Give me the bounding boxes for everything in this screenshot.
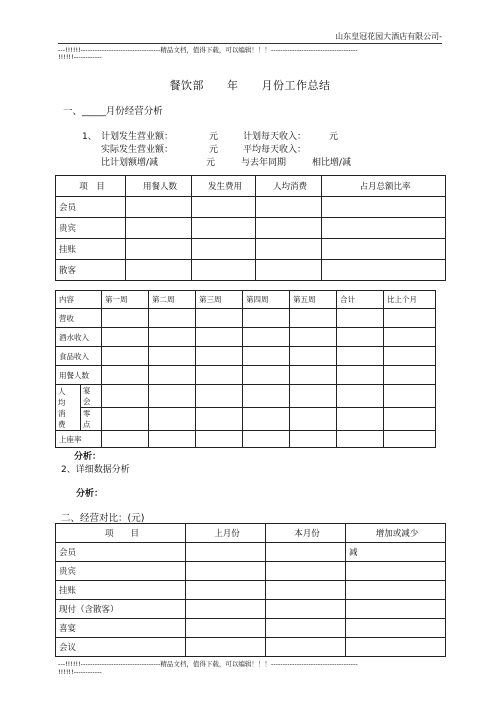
cell xyxy=(256,260,322,281)
row-label: 用餐人数 xyxy=(56,366,102,385)
cell xyxy=(102,347,149,366)
cell xyxy=(149,431,196,448)
cell xyxy=(337,431,384,448)
cell xyxy=(149,309,196,328)
cell xyxy=(102,366,149,385)
cell xyxy=(186,619,266,638)
cell xyxy=(192,260,256,281)
a-la-carte-label xyxy=(81,408,102,431)
col-header: 上月份 xyxy=(186,524,266,543)
per-capita-char: 人 xyxy=(58,386,66,396)
cell xyxy=(337,328,384,347)
row-label: 挂账 xyxy=(56,581,186,600)
cell xyxy=(149,385,196,408)
cell xyxy=(322,218,446,239)
table-row xyxy=(56,562,446,581)
cell xyxy=(290,309,337,328)
cell xyxy=(384,366,436,385)
cell xyxy=(186,638,266,657)
cell xyxy=(337,309,384,328)
table-guest-categories xyxy=(55,175,446,281)
col-header: 第一周 xyxy=(102,291,149,309)
col-header: 第三周 xyxy=(196,291,243,309)
col-header: 占月总额比率 xyxy=(322,176,446,197)
cell xyxy=(290,366,337,385)
cell xyxy=(196,309,243,328)
cell xyxy=(266,638,346,657)
table-row xyxy=(56,260,446,281)
banquet-char: 会 xyxy=(83,397,91,406)
cell xyxy=(290,328,337,347)
table-row xyxy=(56,239,446,260)
per-capita-label xyxy=(56,385,81,431)
row-label: 贵宾 xyxy=(56,562,186,581)
item2-heading: 2、详细数据分析 xyxy=(61,465,130,475)
cell xyxy=(126,260,192,281)
cell xyxy=(256,218,322,239)
cell xyxy=(322,260,446,281)
row-label: 上座率 xyxy=(56,431,102,448)
page-title: 餐饮部 年 月份工作总结 xyxy=(169,79,331,92)
col-header: 第五周 xyxy=(290,291,337,309)
row-label: 营收 xyxy=(56,309,102,328)
a-la-carte-char: 点 xyxy=(83,420,91,429)
banquet-label xyxy=(81,385,102,408)
col-header: 人均消费 xyxy=(256,176,322,197)
header-banner-line1: ---!!!!!!----------------------------------精品文档，值得下载，可以编辑！！！------------------------------------- xyxy=(58,46,358,54)
cell xyxy=(102,385,149,408)
cell xyxy=(337,366,384,385)
cell xyxy=(243,347,290,366)
cell xyxy=(290,431,337,448)
header-rule xyxy=(58,43,442,44)
row-label: 食品收入 xyxy=(56,347,102,366)
cell xyxy=(149,347,196,366)
cell xyxy=(256,239,322,260)
table-revenue-comparison xyxy=(55,523,446,657)
cell xyxy=(266,619,346,638)
col-header: 本月份 xyxy=(266,524,346,543)
cell xyxy=(149,366,196,385)
per-capita-char: 消 xyxy=(58,408,66,418)
cell xyxy=(196,328,243,347)
col-header: 项 目 xyxy=(56,176,126,197)
col-header: 第四周 xyxy=(243,291,290,309)
cell xyxy=(243,385,290,408)
cell xyxy=(337,408,384,431)
cell xyxy=(196,366,243,385)
change-cell: 减 xyxy=(346,543,446,562)
table-weekly-breakdown xyxy=(55,290,436,448)
cell xyxy=(196,431,243,448)
analysis-label-1: 分析： xyxy=(74,452,102,462)
vs-last-year-suffix: 相比增/减 xyxy=(312,158,352,168)
cell xyxy=(243,408,290,431)
cell xyxy=(243,366,290,385)
actual-revenue-label: 实际发生营业额： xyxy=(101,145,174,155)
cell xyxy=(266,600,346,619)
vs-last-year-label: 与去年同期 xyxy=(241,158,287,168)
cell xyxy=(149,408,196,431)
row-label: 贵宾 xyxy=(56,218,126,239)
row-label: 现付（含散客） xyxy=(56,600,186,619)
vs-plan-unit: 元 xyxy=(206,158,216,168)
cell xyxy=(186,562,266,581)
cell xyxy=(192,239,256,260)
table-row xyxy=(56,328,436,347)
cell xyxy=(102,408,149,431)
cell xyxy=(102,431,149,448)
footer-banner-line1: ---!!!!!!----------------------------------精品文档，值得下载，可以编辑！！！------------------------------------- xyxy=(58,660,358,668)
cell xyxy=(186,581,266,600)
cell xyxy=(126,197,192,218)
section2-heading: 二、经营对比：(元) xyxy=(61,513,145,524)
cell xyxy=(186,600,266,619)
cell xyxy=(346,581,446,600)
table-row xyxy=(56,309,436,328)
company-name: 山东皇冠花园大酒店有限公司- xyxy=(335,32,442,41)
row-label: 喜宴 xyxy=(56,619,186,638)
per-capita-char: 费 xyxy=(58,419,66,429)
cell xyxy=(384,309,436,328)
vs-plan-label: 比计划额增/减 xyxy=(101,158,159,168)
cell xyxy=(243,328,290,347)
cell xyxy=(290,385,337,408)
cell xyxy=(322,239,446,260)
cell xyxy=(322,197,446,218)
cell xyxy=(384,385,436,408)
cell xyxy=(102,328,149,347)
plan-daily-unit: 元 xyxy=(329,132,339,142)
analysis-label-2: 分析： xyxy=(76,489,104,499)
section1-heading: 一、_____月份经营分析 xyxy=(63,106,163,117)
cell xyxy=(346,638,446,657)
cell xyxy=(266,581,346,600)
plan-revenue-label: 计划发生营业额： xyxy=(101,132,174,142)
row-label: 挂账 xyxy=(56,239,126,260)
cell xyxy=(256,197,322,218)
col-header: 合计 xyxy=(337,291,384,309)
cell xyxy=(186,543,266,562)
col-header: 第二周 xyxy=(149,291,196,309)
cell xyxy=(266,543,346,562)
banquet-char: 宴 xyxy=(83,386,91,395)
a-la-carte-char: 零 xyxy=(83,409,91,418)
table-row xyxy=(56,431,436,448)
cell xyxy=(346,619,446,638)
cell xyxy=(337,347,384,366)
col-header: 内容 xyxy=(56,291,102,309)
table-row xyxy=(56,347,436,366)
per-capita-char: 均 xyxy=(58,397,66,407)
cell xyxy=(384,408,436,431)
cell xyxy=(384,431,436,448)
col-header: 增加或减少 xyxy=(346,524,446,543)
row-label: 酒水收入 xyxy=(56,328,102,347)
cell xyxy=(290,408,337,431)
header-banner-line2: !!!!!!------------ xyxy=(58,53,102,61)
table-row xyxy=(56,638,446,657)
footer-banner-line2: !!!!!!------------ xyxy=(58,668,102,676)
plan-daily-label: 计划每天收入： xyxy=(243,132,307,142)
col-header: 项 目 xyxy=(56,524,186,543)
cell xyxy=(346,562,446,581)
table-row xyxy=(56,408,436,431)
cell xyxy=(196,385,243,408)
cell xyxy=(102,309,149,328)
cell xyxy=(126,218,192,239)
table-row xyxy=(56,543,446,562)
cell xyxy=(192,218,256,239)
cell xyxy=(149,328,196,347)
actual-revenue-unit: 元 xyxy=(209,145,219,155)
table-row xyxy=(56,385,436,408)
cell xyxy=(266,562,346,581)
table-header-row xyxy=(56,291,436,309)
table-row xyxy=(56,197,446,218)
cell xyxy=(243,309,290,328)
col-header: 比上个月 xyxy=(384,291,436,309)
table-header-row xyxy=(56,524,446,543)
row-label: 会员 xyxy=(56,197,126,218)
cell xyxy=(243,431,290,448)
col-header: 用餐人数 xyxy=(126,176,192,197)
table-row xyxy=(56,581,446,600)
row-label: 会议 xyxy=(56,638,186,657)
cell xyxy=(192,197,256,218)
table-row xyxy=(56,218,446,239)
row-label: 散客 xyxy=(56,260,126,281)
cell xyxy=(196,347,243,366)
cell xyxy=(384,328,436,347)
plan-revenue-unit: 元 xyxy=(209,132,219,142)
cell xyxy=(384,347,436,366)
cell xyxy=(337,385,384,408)
table-header-row xyxy=(56,176,446,197)
col-header: 发生费用 xyxy=(192,176,256,197)
table-row xyxy=(56,366,436,385)
avg-daily-label: 平均每天收入： xyxy=(243,145,307,155)
cell xyxy=(126,239,192,260)
item1-prefix: 1、 xyxy=(82,132,97,142)
cell xyxy=(346,600,446,619)
cell xyxy=(196,408,243,431)
table-row xyxy=(56,619,446,638)
table-row xyxy=(56,600,446,619)
row-label: 会员 xyxy=(56,543,186,562)
cell xyxy=(290,347,337,366)
